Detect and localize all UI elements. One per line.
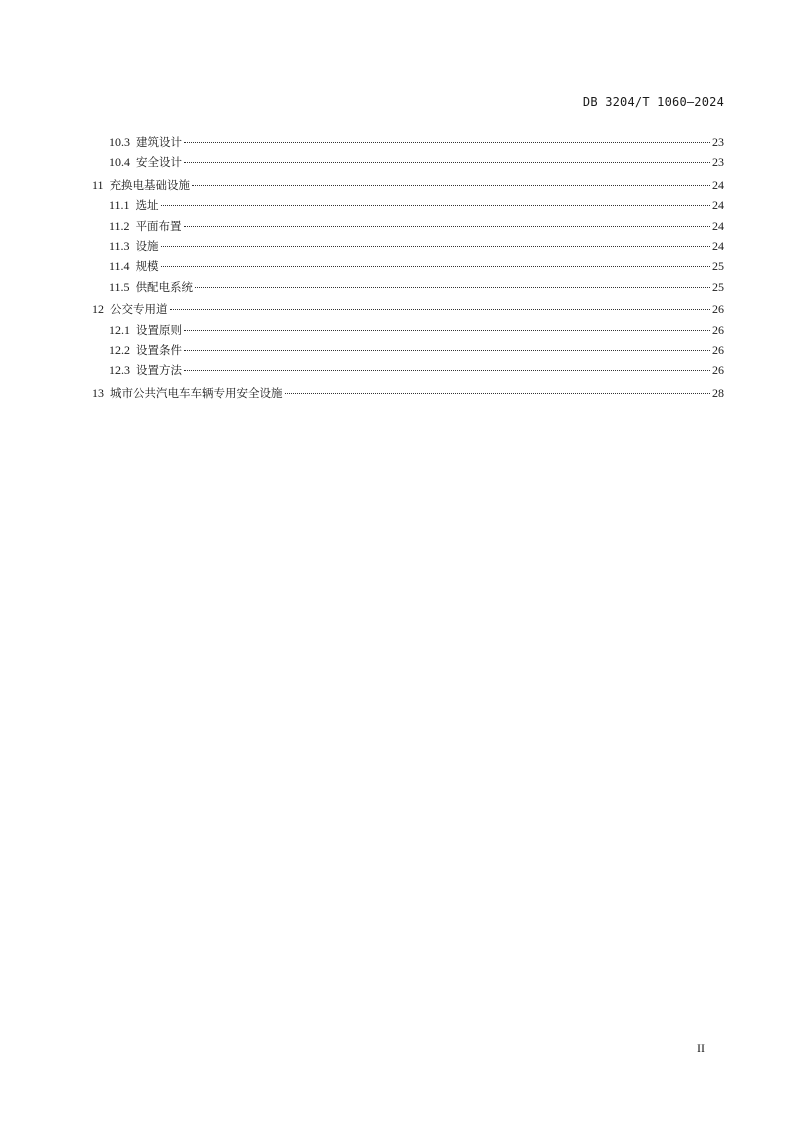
toc-entry[interactable] [92,256,724,276]
toc-dot-leader [161,266,710,267]
toc-entry-number: 12.1 [109,322,130,337]
toc-entry-title: 平面布置 [135,218,182,233]
toc-dot-leader [184,162,710,163]
toc-dot-leader [170,309,711,310]
toc-entry-title: 选址 [135,198,159,213]
toc-entry-title: 规模 [135,259,159,274]
toc-dot-leader [161,246,710,247]
toc-entry-number: 10.4 [109,155,130,170]
toc-entry-number: 11.3 [109,238,130,253]
toc-dot-leader [285,393,711,394]
toc-entry[interactable] [92,360,724,380]
toc-entry-number: 13 [92,385,104,400]
toc-dot-leader [192,185,710,186]
toc-entry-title: 建筑设计 [136,135,182,149]
toc-dot-leader [184,142,710,143]
toc-entry[interactable] [92,299,724,319]
toc-entry-title: 设置条件 [136,342,182,357]
toc-dot-leader [184,370,710,371]
toc-entry-page: 24 [712,177,724,192]
toc-dot-leader [184,330,710,331]
toc-entry-title: 设施 [135,238,159,253]
toc-entry-page: 28 [712,385,724,400]
toc-entry-title: 设置原则 [136,322,182,337]
toc-entry[interactable] [92,132,724,152]
table-of-contents [92,132,724,403]
toc-entry-page: 26 [712,302,724,317]
toc-dot-leader [184,226,710,227]
toc-entry-page: 26 [712,363,724,378]
toc-entry-number: 12.2 [109,342,130,357]
toc-dot-leader [184,350,710,351]
toc-entry-number: 11.5 [109,279,130,294]
toc-entry-number: 11.2 [109,218,130,233]
toc-entry-number: 11.1 [109,198,130,213]
toc-entry[interactable] [92,195,724,215]
toc-entry-title: 安全设计 [136,155,182,170]
toc-entry-title: 设置方法 [136,363,182,378]
toc-entry-title: 城市公共汽电车车辆专用安全设施 [110,385,283,400]
toc-entry[interactable] [92,175,724,195]
toc-entry-page: 23 [712,135,724,149]
toc-entry-title: 供配电系统 [135,279,194,294]
toc-entry[interactable] [92,383,724,403]
toc-entry-page: 23 [712,155,724,170]
toc-entry[interactable] [92,236,724,256]
toc-entry[interactable] [92,216,724,236]
toc-dot-leader [161,205,710,206]
toc-entry-page: 25 [712,259,724,274]
toc-entry[interactable] [92,320,724,340]
toc-entry[interactable] [92,277,724,297]
toc-entry-number: 12 [92,302,104,317]
toc-dot-leader [195,287,710,288]
toc-entry-page: 24 [712,238,724,253]
toc-entry-title: 充换电基础设施 [109,177,191,192]
toc-entry-number: 12.3 [109,363,130,378]
toc-entry-page: 26 [712,322,724,337]
toc-entry-number: 10.3 [109,135,130,149]
toc-entry[interactable] [92,340,724,360]
page-number: II [697,1041,705,1055]
toc-entry-number: 11.4 [109,259,130,274]
toc-entry-page: 24 [712,218,724,233]
toc-entry-page: 25 [712,279,724,294]
toc-entry[interactable] [92,152,724,172]
toc-entry-title: 公交专用道 [110,302,168,317]
toc-entry-page: 24 [712,198,724,213]
toc-entry-page: 26 [712,342,724,357]
document-code: DB 3204/T 1060—2024 [582,95,724,109]
toc-entry-number: 11 [92,177,104,192]
